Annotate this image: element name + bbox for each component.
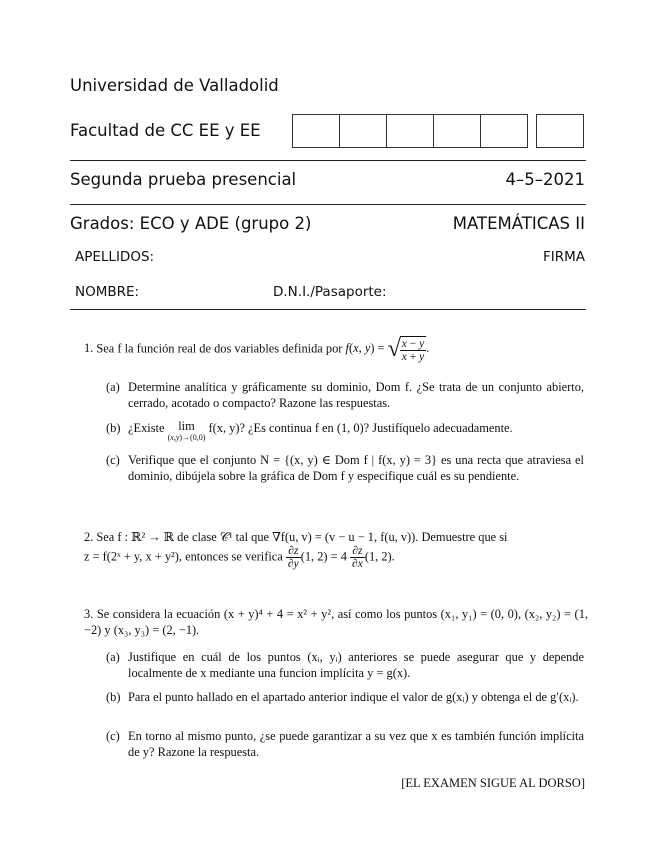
problem-1-part-a: (a) Determine analítica y gráficamente su dominio, Dom f. ¿Se trata de un conjunto abierto, cerrado, acotado o compacto? Razone las respuestas. (106, 380, 584, 410)
grade-box-total (536, 114, 584, 148)
degrees: Grados: ECO y ADE (grupo 2) (70, 214, 312, 233)
problem-1 (84, 336, 588, 363)
problem-line-1: Sea f : ℝ² → ℝ de clase 𝒞¹ tal que ∇f(u, v) = (v − u − 1, f(u, v)). Demuestre que si (96, 530, 508, 544)
problem-number: 2. (84, 530, 94, 544)
grade-boxes (293, 114, 584, 148)
grade-box-2 (339, 114, 387, 148)
limit-notation: lim (x,y)→(0,0) (167, 419, 206, 442)
exam-name: Segunda prueba presencial (70, 170, 297, 189)
grade-box-4 (433, 114, 481, 148)
exam-date: 4–5–2021 (505, 170, 585, 189)
problem-1-part-b: (b) ¿Existe lim (x,y)→(0,0) f(x, y)? ¿Es continua f en (1, 0)? Justifíquelo adecuadamente. (106, 419, 513, 442)
university-name: Universidad de Valladolid (70, 76, 279, 95)
problem-number: 3. (84, 607, 94, 621)
problem-number: 1. (84, 341, 94, 356)
problem-intro: Se considera la ecuación (x + y)⁴ + 4 = x² + y², así como los puntos (x₁, y₁) = (0, 0), (x₂, y₂) = (1, −2) y (x₃, y₃) = (2, −1). (84, 607, 588, 637)
problem-2 (84, 529, 588, 545)
problem-1-part-c: (c) Verifique que el conjunto N = {(x, y) ∈ Dom f | f(x, y) = 3} es una recta que atraviesa el dominio, dibújela sobre la gráfica de Dom f y especifique cuál es su pendiente. (106, 453, 584, 483)
surname-label: APELLIDOS: (75, 249, 155, 265)
divider (70, 309, 586, 310)
divider (70, 160, 586, 161)
grade-box-3 (386, 114, 434, 148)
partial-z-x: $\frac{\partial z}{\partial x}$ (352, 545, 363, 570)
faculty-name: Facultad de CC EE y EE (70, 121, 261, 140)
subject: MATEMÁTICAS II (452, 214, 585, 233)
problem-intro: Sea f la función real de dos variables definida por (96, 341, 343, 356)
grade-box-5 (480, 114, 528, 148)
problem-3 (84, 606, 588, 638)
grade-box-1 (292, 114, 340, 148)
divider (70, 204, 586, 205)
problem-3-part-b: (b) Para el punto hallado en el apartado anterior indique el valor de g(xᵢ) y obtenga el de g′(xᵢ). (106, 690, 579, 704)
problem-2-line-2: z = f(2ˣ + y, x + y²), entonces se verifica $\frac{\partial z}{\partial y}$ (1, 2) = 4 $\frac{\partial z}{\partial x}$ (1, 2). (84, 545, 395, 570)
name-label: NOMBRE: (75, 284, 140, 300)
continue-note: [EL EXAMEN SIGUE AL DORSO] (401, 776, 585, 790)
id-label: D.N.I./Pasaporte: (273, 284, 387, 300)
function-formula: f(x, y) = √ $\frac{x - y}{x + y}$ . (345, 336, 430, 363)
problem-3-part-a: (a) Justifique en cuál de los puntos (xᵢ, yᵢ) anteriores se puede asegurar que y depende localmente de x mediante una funcion implícita y = g(x). (106, 650, 584, 680)
problem-3-part-c: (c) En torno al mismo punto, ¿se puede garantizar a su vez que x es también función implícita de y? Razone la respuesta. (106, 729, 584, 759)
signature-label: FIRMA (542, 249, 585, 265)
partial-z-y: $\frac{\partial z}{\partial y}$ (287, 545, 299, 570)
